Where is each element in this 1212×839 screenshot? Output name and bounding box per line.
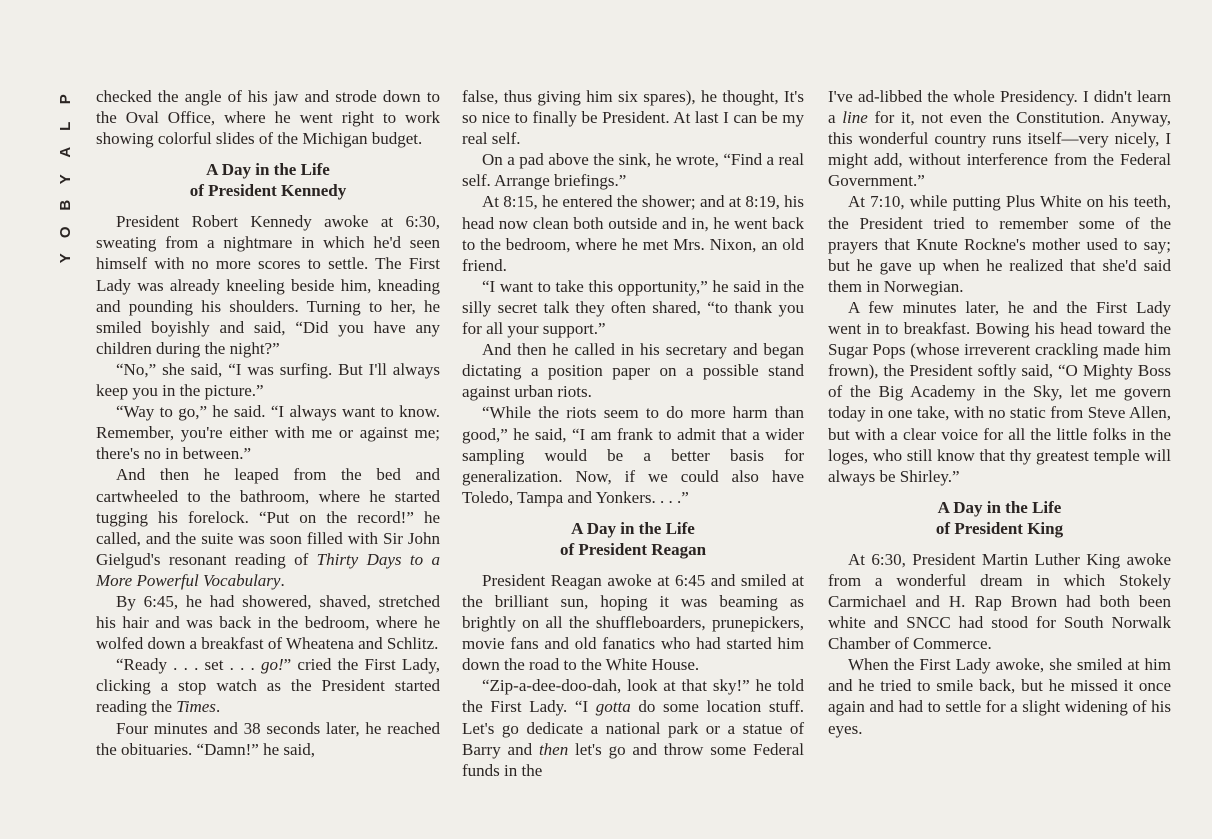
paragraph: checked the angle of his jaw and strode down to the Oval Office, where he went right to work showing colorful slides of the Michigan budget. (96, 87, 440, 149)
paragraph: Four minutes and 38 seconds later, he reached the obituaries. “Damn!” he said, (96, 718, 440, 759)
section-heading-kennedy (96, 159, 440, 201)
paragraph: “I want to take this opportunity,” he said in the silly secret talk they often shared, “to thank you for all your support.” (462, 276, 804, 339)
paragraph: “No,” she said, “I was surfing. But I'll always keep you in the picture.” (96, 359, 440, 401)
text-run: . (215, 697, 221, 717)
paragraph: When the First Lady awoke, she smiled at him and he tried to smile back, but he missed it once again and had to settle for a slight widening of his eyes. (828, 655, 1171, 738)
text-run: for it, not even the Constitution. Anyway, this wonderful country runs itself—very nicely, I might add, without interference from the Federal Government.” (828, 108, 1171, 191)
text-run: “Ready . . . set . . . (116, 655, 261, 675)
sidebar-letter: P (56, 94, 74, 105)
column-3 (828, 86, 1171, 739)
paragraph (828, 86, 1171, 191)
column-2 (462, 86, 804, 781)
paragraph: And then he called in his secretary and began dictating a position paper on a possible stand against urban riots. (462, 340, 804, 402)
sidebar-letter: B (56, 199, 74, 211)
column-1 (96, 86, 440, 760)
sidebar-letter: L (56, 121, 74, 131)
paragraph: At 8:15, he entered the shower; and at 8:19, his head now clean both outside and in, he went back to the bedroom, where he met Mrs. Nixon, an old friend. (462, 192, 804, 275)
text-run: And then he leaped from the bed and cartwheeled to the bathroom, where he started tugging his forelock. “Put on the record!” he called, and the suite was soon filled with Sir John Gielgud's resonant reading of (96, 465, 440, 569)
heading-line: A Day in the Life (206, 160, 330, 180)
sidebar-letter: Y (56, 173, 74, 184)
section-heading-king (828, 497, 1171, 539)
text-run: ” cried the First Lady, clicking a stop watch as the President started reading the (96, 655, 441, 717)
paragraph (96, 654, 440, 717)
italic-word: gotta (595, 697, 631, 717)
text-run: do some location stuff. Let's go dedicate a national park or a statue of Barry and (462, 697, 804, 759)
text-run: . (280, 570, 285, 590)
paragraph: On a pad above the sink, he wrote, “Find a real self. Arrange briefings.” (462, 150, 804, 191)
heading-line: of President Reagan (559, 539, 707, 559)
paragraph: false, thus giving him six spares), he thought, It's so nice to finally be President. At last I can be my real self. (462, 87, 804, 149)
sidebar-letter: Y (56, 253, 74, 264)
heading-line: A Day in the Life (937, 497, 1062, 517)
paragraph (462, 675, 804, 780)
paragraph (96, 464, 440, 591)
paragraph: President Robert Kennedy awoke at 6:30, sweating from a nightmare in which he'd seen himself with no more scores to settle. The First Lady was already kneeling beside him, kneading and pounding his shoulders. Turning to her, he smiled boyishly and said, “Did you have any children during the night?” (96, 212, 440, 358)
italic-word: then (538, 739, 569, 759)
paragraph: At 7:10, while putting Plus White on his teeth, the President tried to remember some of the prayers that Knute Rockne's mother used to say; but he gave up when he realized that she'd said them in Norwegian. (828, 192, 1171, 296)
paragraph: President Reagan awoke at 6:45 and smiled at the brilliant sun, hoping it was beaming as brightly on all the shuffleboarders, prunepickers, movie fans and old fanatics who had started him down the road to the White House. (462, 570, 804, 675)
text-run: I've ad-libbed the whole Presidency. I didn't learn a (828, 87, 1171, 128)
heading-line: of President King (935, 518, 1064, 538)
italic-title: Times (176, 697, 216, 717)
heading-line: of President Kennedy (189, 181, 347, 201)
paragraph: A few minutes later, he and the First Lady went in to breakfast. Bowing his head toward the Sugar Pops (whose irreverent crackling made him frown), the President softly said, “O Mighty Boss of the Big Academy in the Sky, let me govern today in one take, with no static from Steve Allen, but with a clear voice for all the little folks in the loges, who still know that thy greatest temple will always be Shirley.” (828, 297, 1171, 486)
sidebar-letter: O (56, 225, 74, 238)
text-run: let's go and throw some Federal funds in the (462, 739, 804, 780)
magazine-sidebar-title (56, 86, 76, 272)
paragraph: “While the riots seem to do more harm than good,” he said, “I am frank to admit that a wider sampling would be a better basis for generalization. Now, if we could also have Toledo, Tampa and Yonkers. . . .” (462, 403, 804, 507)
paragraph: At 6:30, President Martin Luther King awoke from a wonderful dream in which Stokely Carmichael and H. Rap Brown had both been white and SNCC had stood for South Norwalk Chamber of Commerce. (828, 549, 1171, 654)
paragraph: “Way to go,” he said. “I always want to know. Remember, you're either with me or against me; there's no in between.” (96, 402, 440, 464)
italic-title: Thirty Days to a More Powerful Vocabulary (96, 549, 440, 590)
italic-word: go! (260, 655, 284, 675)
sidebar-letter: A (56, 146, 74, 158)
paragraph: By 6:45, he had showered, shaved, stretched his hair and was back in the bedroom, where he wolfed down a breakfast of Wheatena and Schlitz. (96, 591, 440, 654)
text-run: “Zip-a-dee-doo-dah, look at that sky!” he told the First Lady. “I (462, 676, 804, 717)
italic-word: line (842, 108, 868, 128)
section-heading-reagan (462, 518, 804, 560)
heading-line: A Day in the Life (571, 518, 695, 538)
